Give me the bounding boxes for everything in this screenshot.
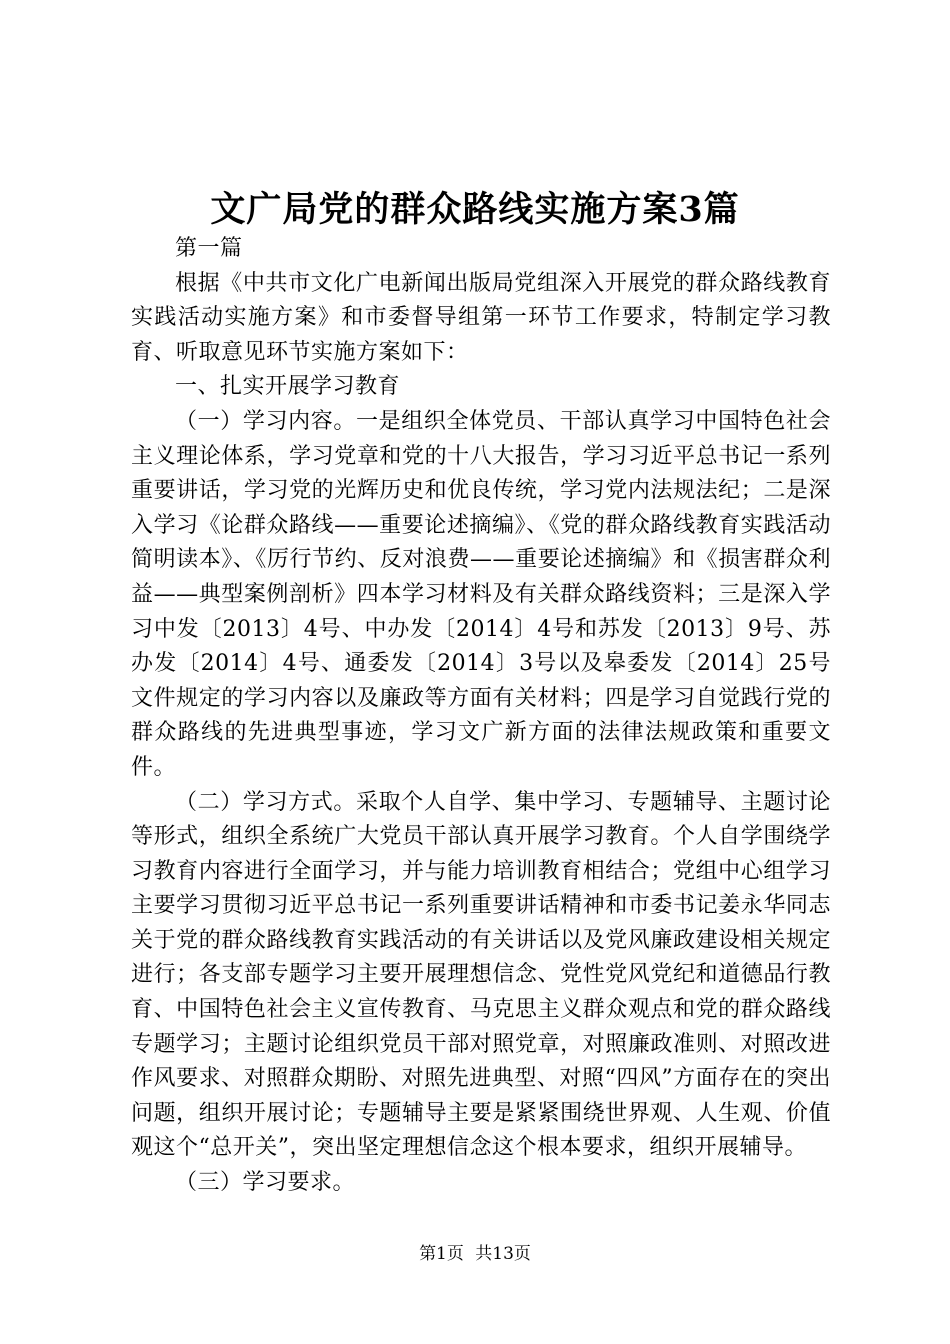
intro-paragraph: 根据《中共市文化广电新闻出版局党组深入开展党的群众路线教育实践活动实施方案》和市委督导组第一环节工作要求，特制定学习教育、听取意见环节实施方案如下： [131,270,831,365]
document-title: 文广局党的群众路线实施方案3篇 [210,189,740,230]
section-heading-study: 一、扎实开展学习教育 [175,374,401,400]
page-total: 共13页 [475,1244,531,1264]
study-content-paragraph: （一）学习内容。一是组织全体党员、干部认真学习中国特色社会主义理论体系，学习党章和党的十八大报告，学习习近平总书记一系列重要讲话，学习党的光辉历史和优良传统，学习党内法规法纪；二是深入学习《论群众路线——重要论述摘编》、《党的群众路线教育实践活动简明读本》、《厉行节约、反对浪费——重要论述摘编》和《损害群众利益——典型案例剖析》四本学习材料及有关群众路线资料；三是深入学习中发〔2013〕4号、中办发〔2014〕4号和苏发〔2013〕9号、苏办发〔2014〕4号、通委发〔2014〕3号以及皋委发〔2014〕25号文件规定的学习内容以及廉政等方面有关材料；四是学习自觉践行党的群众路线的先进典型事迹，学习文广新方面的法律法规政策和重要文件。 [131,408,831,780]
page-number: 第1页 [419,1244,464,1264]
section-heading-part-one: 第一篇 [175,236,243,261]
document-body [131,232,831,1201]
page-footer [0,1242,950,1266]
study-method-paragraph: （二）学习方式。采取个人自学、集中学习、专题辅导、主题讨论等形式，组织全系统广大党员干部认真开展学习教育。个人自学围绕学习教育内容进行全面学习，并与能力培训教育相结合；党组中心组学习主要学习贯彻习近平总书记一系列重要讲话精神和市委书记姜永华同志关于党的群众路线教育实践活动的有关讲话以及党风廉政建设相关规定进行；各支部专题学习主要开展理想信念、党性党风党纪和道德品行教育、中国特色社会主义宣传教育、马克思主义群众观点和党的群众路线专题学习；主题讨论组织党员干部对照党章，对照廉政准则、对照改进作风要求、对照群众期盼、对照先进典型、对照“四风”方面存在的突出问题，组织开展讨论；专题辅导主要是紧紧围绕世界观、人生观、价值观这个“总开关”，突出坚定理想信念这个根本要求，组织开展辅导。 [131,789,831,1161]
study-requirement-heading: （三）学习要求。 [175,1170,356,1196]
